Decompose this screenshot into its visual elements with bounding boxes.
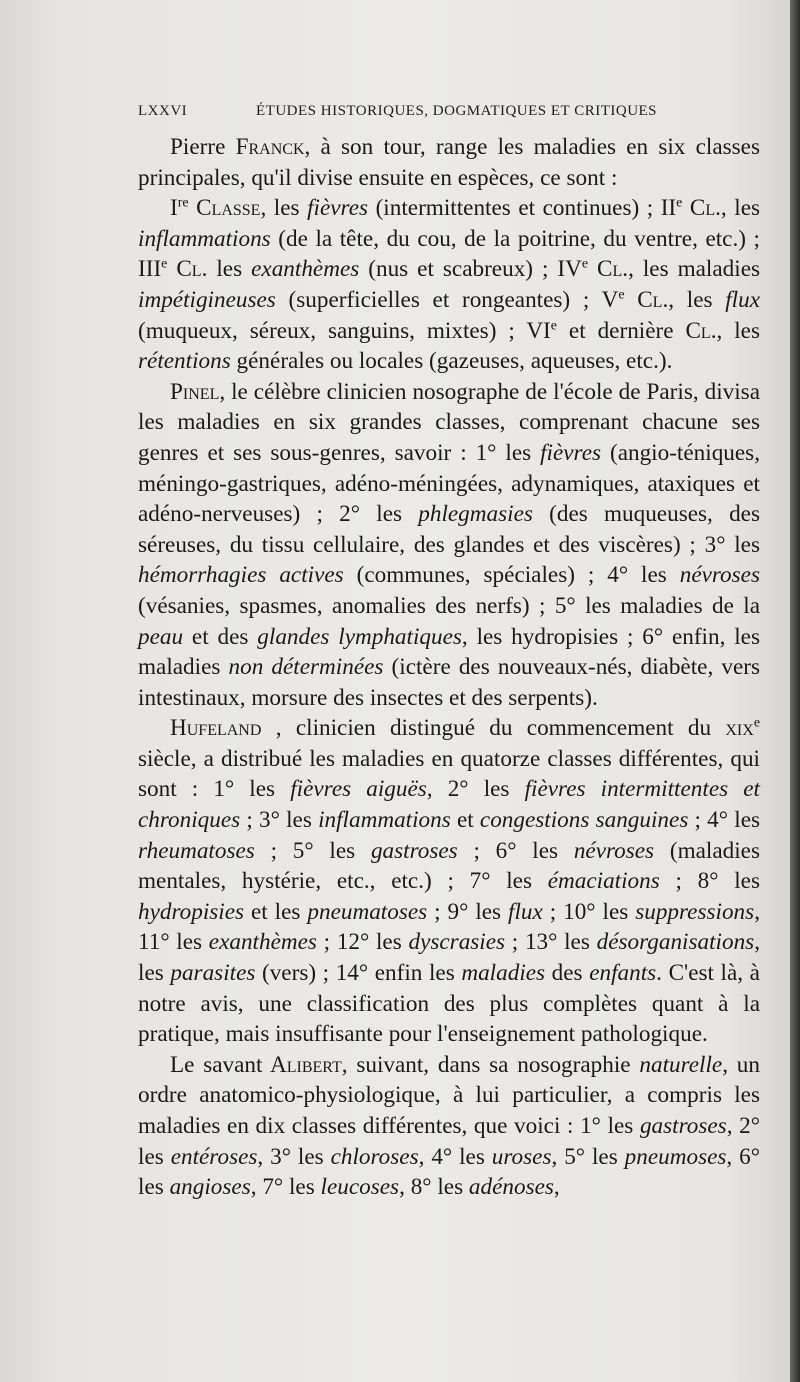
- italic-term: pneumoses: [624, 1143, 727, 1170]
- author-name: Pierre F: [170, 134, 249, 160]
- text-run: et les: [244, 898, 308, 925]
- italic-term: phlegmasies: [418, 501, 533, 528]
- superscript: e: [550, 317, 557, 333]
- italic-term: fièvres: [540, 439, 602, 466]
- text-run: , 4° les: [418, 1143, 492, 1170]
- superscript: e: [618, 287, 625, 303]
- text-run: , clinicien distingué du commencement du: [261, 715, 726, 742]
- class-label: Cl.: [597, 256, 629, 283]
- italic-term: névroses: [573, 837, 655, 864]
- running-title: ÉTUDES HISTORIQUES, DOGMATIQUES ET CRITIQUES: [256, 103, 658, 119]
- text-run: (communes, spéciales) ; 4° les: [343, 562, 680, 589]
- italic-term: parasites: [170, 960, 256, 987]
- italic-term: leucoses: [320, 1174, 400, 1201]
- text-run: et des: [183, 623, 258, 650]
- text-run: , 3° les: [257, 1143, 331, 1170]
- author-name-smallcaps: libert: [286, 1051, 342, 1078]
- author-name-smallcaps: ranck: [248, 134, 305, 160]
- superscript: re: [177, 195, 189, 211]
- superscript: e: [161, 256, 168, 272]
- italic-term: congestions sanguines: [479, 807, 689, 834]
- text-run: ; 5° les: [254, 837, 371, 864]
- text-run: , à son tour, range les maladies en six classes principales, qu'il divise ensuite en espèces, ce sont :: [138, 134, 760, 191]
- italic-term: pneumatoses: [307, 898, 428, 925]
- author-name-smallcaps: inel: [182, 378, 220, 405]
- italic-term: inflammations: [138, 225, 271, 252]
- italic-term: suppressions: [635, 898, 755, 925]
- author-name-smallcaps: ufeland: [186, 715, 262, 742]
- text-run: ; 10° les: [542, 898, 636, 925]
- text-run: (vers) ; 14° enfin les: [255, 960, 462, 987]
- italic-term: naturelle: [639, 1051, 723, 1078]
- text-run: , les: [138, 929, 760, 987]
- text-run: (superficielles et rongeantes) ; V: [275, 286, 619, 313]
- author-name: A: [269, 1051, 287, 1078]
- text-run: (angio-téniques, méningo-gastriques, adéno-méningées, adynamiques, ataxiques et adéno-nerveuses) ; 2° les: [138, 439, 760, 528]
- page-number: LXXVI: [138, 103, 188, 119]
- superscript: e: [676, 195, 683, 211]
- italic-term: adénoses: [468, 1174, 554, 1201]
- italic-term: inflammations: [318, 807, 451, 834]
- italic-term: maladies: [461, 960, 546, 987]
- text-run: (maladies mentales, hystérie, etc., etc.) ; 7° les: [138, 837, 760, 895]
- italic-term: rétentions: [138, 348, 231, 375]
- italic-term: flux: [725, 286, 761, 313]
- text-run: , 2° les: [426, 776, 525, 803]
- body-text: [138, 132, 760, 1203]
- text-run: siècle, a distribué les maladies en quatorze classes différentes, qui sont : 1° les: [138, 745, 760, 803]
- text-run: et dernière: [556, 317, 686, 344]
- text-run: Le savant: [170, 1051, 270, 1078]
- text-run: , 5° les: [551, 1143, 625, 1170]
- italic-term: uroses: [491, 1143, 552, 1170]
- text-run: ; 3° les: [240, 807, 319, 834]
- paragraph-hufeland: [138, 713, 760, 1050]
- italic-term: hydropisies: [138, 898, 245, 925]
- paragraph-alibert: [138, 1050, 760, 1203]
- italic-term: glandes lymphatiques: [257, 623, 462, 650]
- italic-term: chloroses: [330, 1143, 419, 1170]
- text-run: , le célèbre clinicien nosographe de l'école de Paris, divisa les maladies en six grandes classes, comprenant chacune ses genres et ses sous-genres, savoir : 1° les: [138, 378, 760, 466]
- text-run: I: [170, 195, 178, 222]
- text-run: , 6° les: [138, 1143, 761, 1201]
- text-run: et: [450, 807, 480, 834]
- italic-term: fièvres: [307, 195, 369, 222]
- italic-term: exanthèmes: [251, 256, 360, 283]
- italic-term: flux: [508, 898, 543, 925]
- superscript: e: [753, 715, 760, 731]
- paragraph-franck-classes: [138, 193, 760, 377]
- text-run: , suivant, dans sa nosographie: [341, 1051, 640, 1078]
- paragraph-pinel: [138, 377, 760, 714]
- italic-term: entéroses: [170, 1143, 258, 1170]
- text-run: (muqueux, séreux, sanguins, mixtes) ; VI: [138, 317, 551, 344]
- page-edge-shadow: [790, 0, 800, 1382]
- text-run: (des muqueuses, des séreuses, du tissu cellulaire, des glandes et des viscères) ; 3° les: [138, 501, 760, 558]
- text-run: , les: [260, 195, 308, 222]
- italic-term: gastroses: [370, 837, 458, 864]
- class-label: Cl.: [689, 195, 721, 222]
- text-run: (nus et scabreux) ; IV: [359, 256, 582, 283]
- italic-term: peau: [138, 623, 184, 650]
- italic-term: névroses: [679, 562, 760, 589]
- text-run: , 2° les: [138, 1113, 760, 1170]
- italic-term: non déterminées: [228, 654, 384, 681]
- text-run: , les: [716, 317, 761, 344]
- text-run: , 11° les: [138, 898, 760, 956]
- text-run: . C'est là, à notre avis, une classification des plus complètes quant à la pratique, mais insuffisante pour l'enseignement pathologique.: [138, 960, 760, 1048]
- italic-term: fièvres intermittentes et chroniques: [138, 776, 760, 834]
- text-run: , les: [668, 286, 726, 313]
- italic-term: rheumatoses: [138, 837, 255, 864]
- italic-term: enfants: [589, 960, 657, 987]
- superscript: e: [581, 256, 589, 272]
- text-run: (ictère des nouveaux-nés, diabète, vers intestinaux, morsure des insectes et des serpents).: [138, 654, 760, 711]
- author-name: P: [170, 378, 183, 405]
- century-numeral: xix: [725, 715, 754, 742]
- class-label: Classe: [196, 195, 261, 222]
- text-run: des: [545, 960, 590, 987]
- italic-term: gastroses: [639, 1113, 727, 1139]
- text-run: , un ordre anatomico-physiologique, à lui particulier, a compris les maladies en dix classes différentes, que voici : 1° les: [138, 1051, 760, 1139]
- author-name: H: [170, 715, 187, 742]
- italic-term: fièvres aiguës: [290, 776, 427, 803]
- text-run: ; 13° les: [505, 929, 597, 956]
- italic-term: émaciations: [547, 868, 660, 895]
- text-run: générales ou locales (gazeuses, aqueuses, etc.).: [230, 348, 673, 375]
- italic-term: désorganisations: [596, 929, 755, 956]
- class-label: Cl.: [637, 286, 669, 313]
- text-run: , les maladies: [628, 256, 761, 283]
- text-run: les: [207, 256, 252, 283]
- text-run: , les: [720, 195, 761, 222]
- text-run: , les hydropisies ; 6° enfin, les maladies: [138, 623, 760, 681]
- text-run: ; 12° les: [316, 929, 409, 956]
- italic-term: dyscrasies: [408, 929, 506, 956]
- italic-term: angioses: [169, 1174, 251, 1201]
- text-run: , 7° les: [250, 1174, 321, 1201]
- text-run: (intermittentes et continues) ; II: [368, 195, 677, 222]
- text-run: (de la tête, du cou, de la poitrine, du ventre, etc.) ; III: [138, 225, 760, 283]
- text-run: ,: [553, 1174, 560, 1201]
- text-run: ; 4° les: [688, 807, 761, 834]
- italic-term: impétigineuses: [138, 286, 276, 313]
- italic-term: hémorrhagies actives: [138, 562, 344, 589]
- class-label: Cl.: [176, 256, 208, 283]
- class-label: Cl.: [685, 317, 717, 344]
- text-run: , 8° les: [399, 1174, 469, 1201]
- text-run: (vésanies, spasmes, anomalies des nerfs) ; 5° les maladies de la: [138, 592, 760, 619]
- text-run: ; 9° les: [427, 898, 509, 925]
- paragraph-franck: [138, 132, 760, 193]
- italic-term: exanthèmes: [208, 929, 317, 956]
- text-run: ; 6° les: [457, 837, 574, 864]
- text-run: ; 8° les: [659, 868, 760, 895]
